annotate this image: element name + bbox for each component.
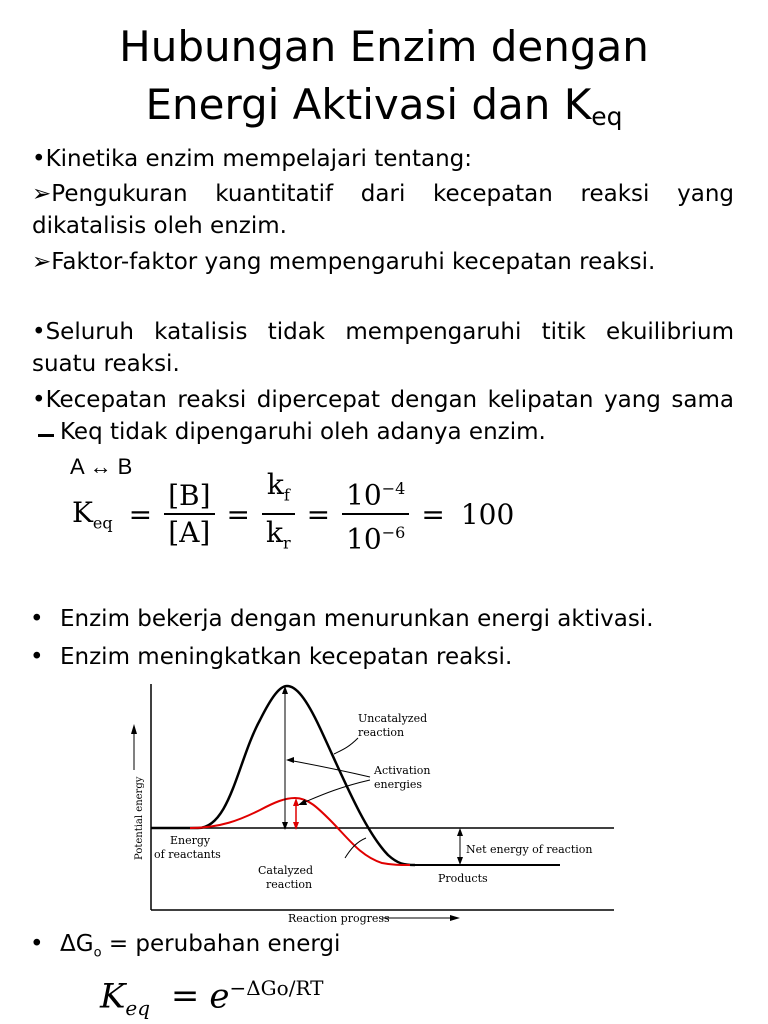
- keq-equation: $K_{eq}$ = $\frac{[B]}{[A]}$ = $\frac{k_f}{k_r}$ = $\frac{10^{-4}}{10^{-6}}$ = 100: [64, 468, 522, 561]
- label-uncatalyzed: Uncatalyzed: [358, 712, 428, 725]
- paragraph-faktor: ➢Faktor-faktor yang mempengaruhi kecepatan reaksi.: [32, 249, 656, 275]
- slide-title: [0, 18, 768, 146]
- label-catalyzed-2: reaction: [266, 878, 313, 891]
- reaction-label: A ↔ B: [70, 454, 133, 479]
- label-uncatalyzed-2: reaction: [358, 726, 405, 739]
- label-energy-reactants: Energy: [170, 834, 211, 847]
- keq-result: 100: [460, 498, 515, 532]
- label-products: Products: [438, 872, 488, 885]
- x-axis-label: Reaction progress: [288, 912, 390, 925]
- bullet-delta-g: • $\Delta G_o$ = perubahan energi: [30, 931, 341, 961]
- paragraph-katalisis: •Seluruh katalisis tidak mempengaruhi titik ekuilibrium suatu reaksi.: [32, 319, 734, 377]
- title-line-2: Energi Aktivasi dan $K_{eq}$: [145, 80, 623, 131]
- bullet-aktivasi: • Enzim bekerja dengan menurunkan energi aktivasi.: [30, 606, 654, 632]
- y-axis-label: Potential energy: [134, 776, 145, 860]
- y-axis-arrow-icon: [131, 724, 137, 734]
- bullet-kecepatan: • Enzim meningkatkan kecepatan reaksi.: [30, 644, 513, 670]
- label-catalyzed: Catalyzed: [258, 864, 314, 877]
- label-net-energy: Net energy of reaction: [466, 843, 593, 856]
- keq-exponential-equation: $K_{eq} = e^{-\Delta Go/RT}$: [100, 976, 324, 1021]
- paragraph-kecepatan: •Kecepatan reaksi dipercepat dengan kelipatan yang samaKeq tidak dipengaruhi oleh adanya enzim.: [32, 387, 734, 445]
- title-line-1: Hubungan Enzim dengan: [119, 22, 649, 71]
- arrow-dash-icon: [38, 424, 54, 437]
- label-energy-reactants-2: of reactants: [154, 848, 221, 861]
- paragraph-pengukuran: ➢Pengukuran kuantitatif dari kecepatan reaksi yang dikatalisis oleh enzim.: [32, 181, 734, 239]
- fraction-concentration: $\frac{[B]}{[A]}$: [164, 479, 214, 551]
- fraction-values: $\frac{10^{-4}}{10^{-6}}$: [342, 472, 409, 557]
- label-activation-2: energies: [374, 778, 423, 791]
- fraction-rate-constants: $\frac{k_f}{k_r}$: [262, 468, 295, 561]
- label-activation: Activation: [374, 764, 431, 777]
- energy-diagram: [120, 680, 620, 930]
- paragraph-kinetika: •Kinetika enzim mempelajari tentang:: [32, 146, 473, 172]
- x-axis-arrow-icon: [450, 915, 460, 921]
